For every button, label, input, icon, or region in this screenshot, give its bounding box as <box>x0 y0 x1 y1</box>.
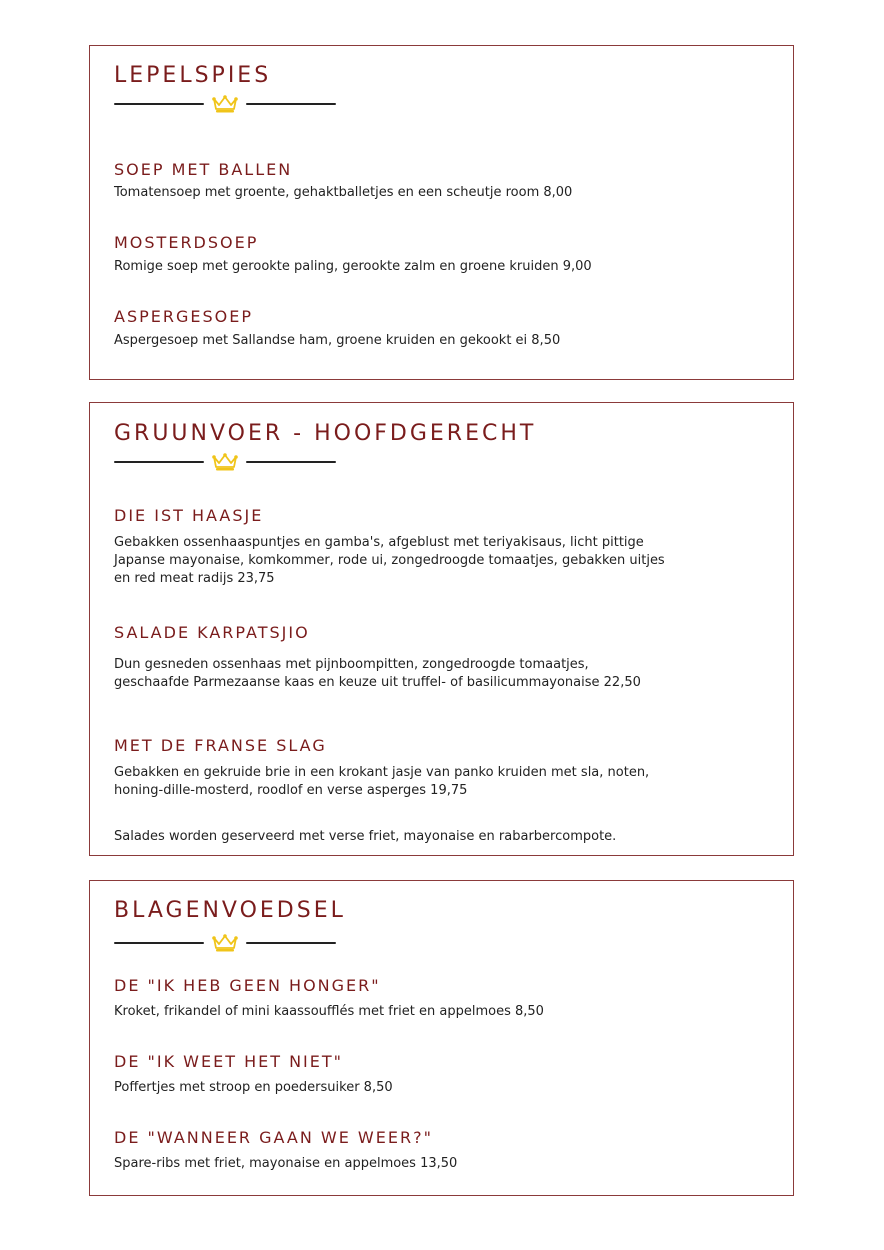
menu-item-title: ASPERGESOEP <box>114 307 253 326</box>
crown-icon <box>211 933 239 953</box>
section-title: BLAGENVOEDSEL <box>114 898 346 923</box>
menu-item-title: DIE IST HAASJE <box>114 506 264 525</box>
menu-item-title: MET DE FRANSE SLAG <box>114 736 327 755</box>
section-divider <box>114 94 336 114</box>
section-divider <box>114 933 336 953</box>
section-note: Salades worden geserveerd met verse friet, mayonaise en rabarbercompote. <box>114 829 617 844</box>
menu-item-title: DE "WANNEER GAAN WE WEER?" <box>114 1128 433 1147</box>
menu-item-description: Tomatensoep met groente, gehaktballetjes en een scheutje room 8,00 <box>114 185 573 200</box>
menu-item-description: Romige soep met gerookte paling, gerookte zalm en groene kruiden 9,00 <box>114 259 592 274</box>
menu-item-title: DE "IK WEET HET NIET" <box>114 1052 343 1071</box>
section-title: GRUUNVOER - HOOFDGERECHT <box>114 421 537 446</box>
menu-section-blagenvoedsel <box>89 880 794 1196</box>
menu-item-title: SALADE KARPATSJIO <box>114 623 310 642</box>
menu-section-gruunvoer <box>89 402 794 856</box>
menu-section-lepelspies <box>89 45 794 380</box>
menu-item-description: Gebakken ossenhaaspuntjes en gamba's, afgeblust met teriyakisaus, licht pittige Japanse mayonaise, komkommer, rode ui, zongedroogde tomaatjes, gebakken uitjes en red meat radijs 23,75 <box>114 535 665 586</box>
menu-item-description: Spare-ribs met friet, mayonaise en appelmoes 13,50 <box>114 1156 458 1171</box>
menu-item-title: SOEP MET BALLEN <box>114 160 293 179</box>
menu-item-description: Dun gesneden ossenhaas met pijnboompitten, zongedroogde tomaatjes, geschaafde Parmezaanse kaas en keuze uit truffel- of basilicummayonaise 22,50 <box>114 657 641 690</box>
menu-item-description: Kroket, frikandel of mini kaassoufflés met friet en appelmoes 8,50 <box>114 1004 544 1019</box>
crown-icon <box>211 452 239 472</box>
menu-item-description: Gebakken en gekruide brie in een krokant jasje van panko kruiden met sla, noten, honing-dille-mosterd, roodlof en verse asperges 19,75 <box>114 765 650 798</box>
section-title: LEPELSPIES <box>114 63 272 88</box>
menu-item-description: Poffertjes met stroop en poedersuiker 8,50 <box>114 1080 393 1095</box>
menu-item-title: DE "IK HEB GEEN HONGER" <box>114 976 381 995</box>
menu-item-title: MOSTERDSOEP <box>114 233 259 252</box>
crown-icon <box>211 94 239 114</box>
menu-item-description: Aspergesoep met Sallandse ham, groene kruiden en gekookt ei 8,50 <box>114 333 561 348</box>
section-divider <box>114 452 336 472</box>
